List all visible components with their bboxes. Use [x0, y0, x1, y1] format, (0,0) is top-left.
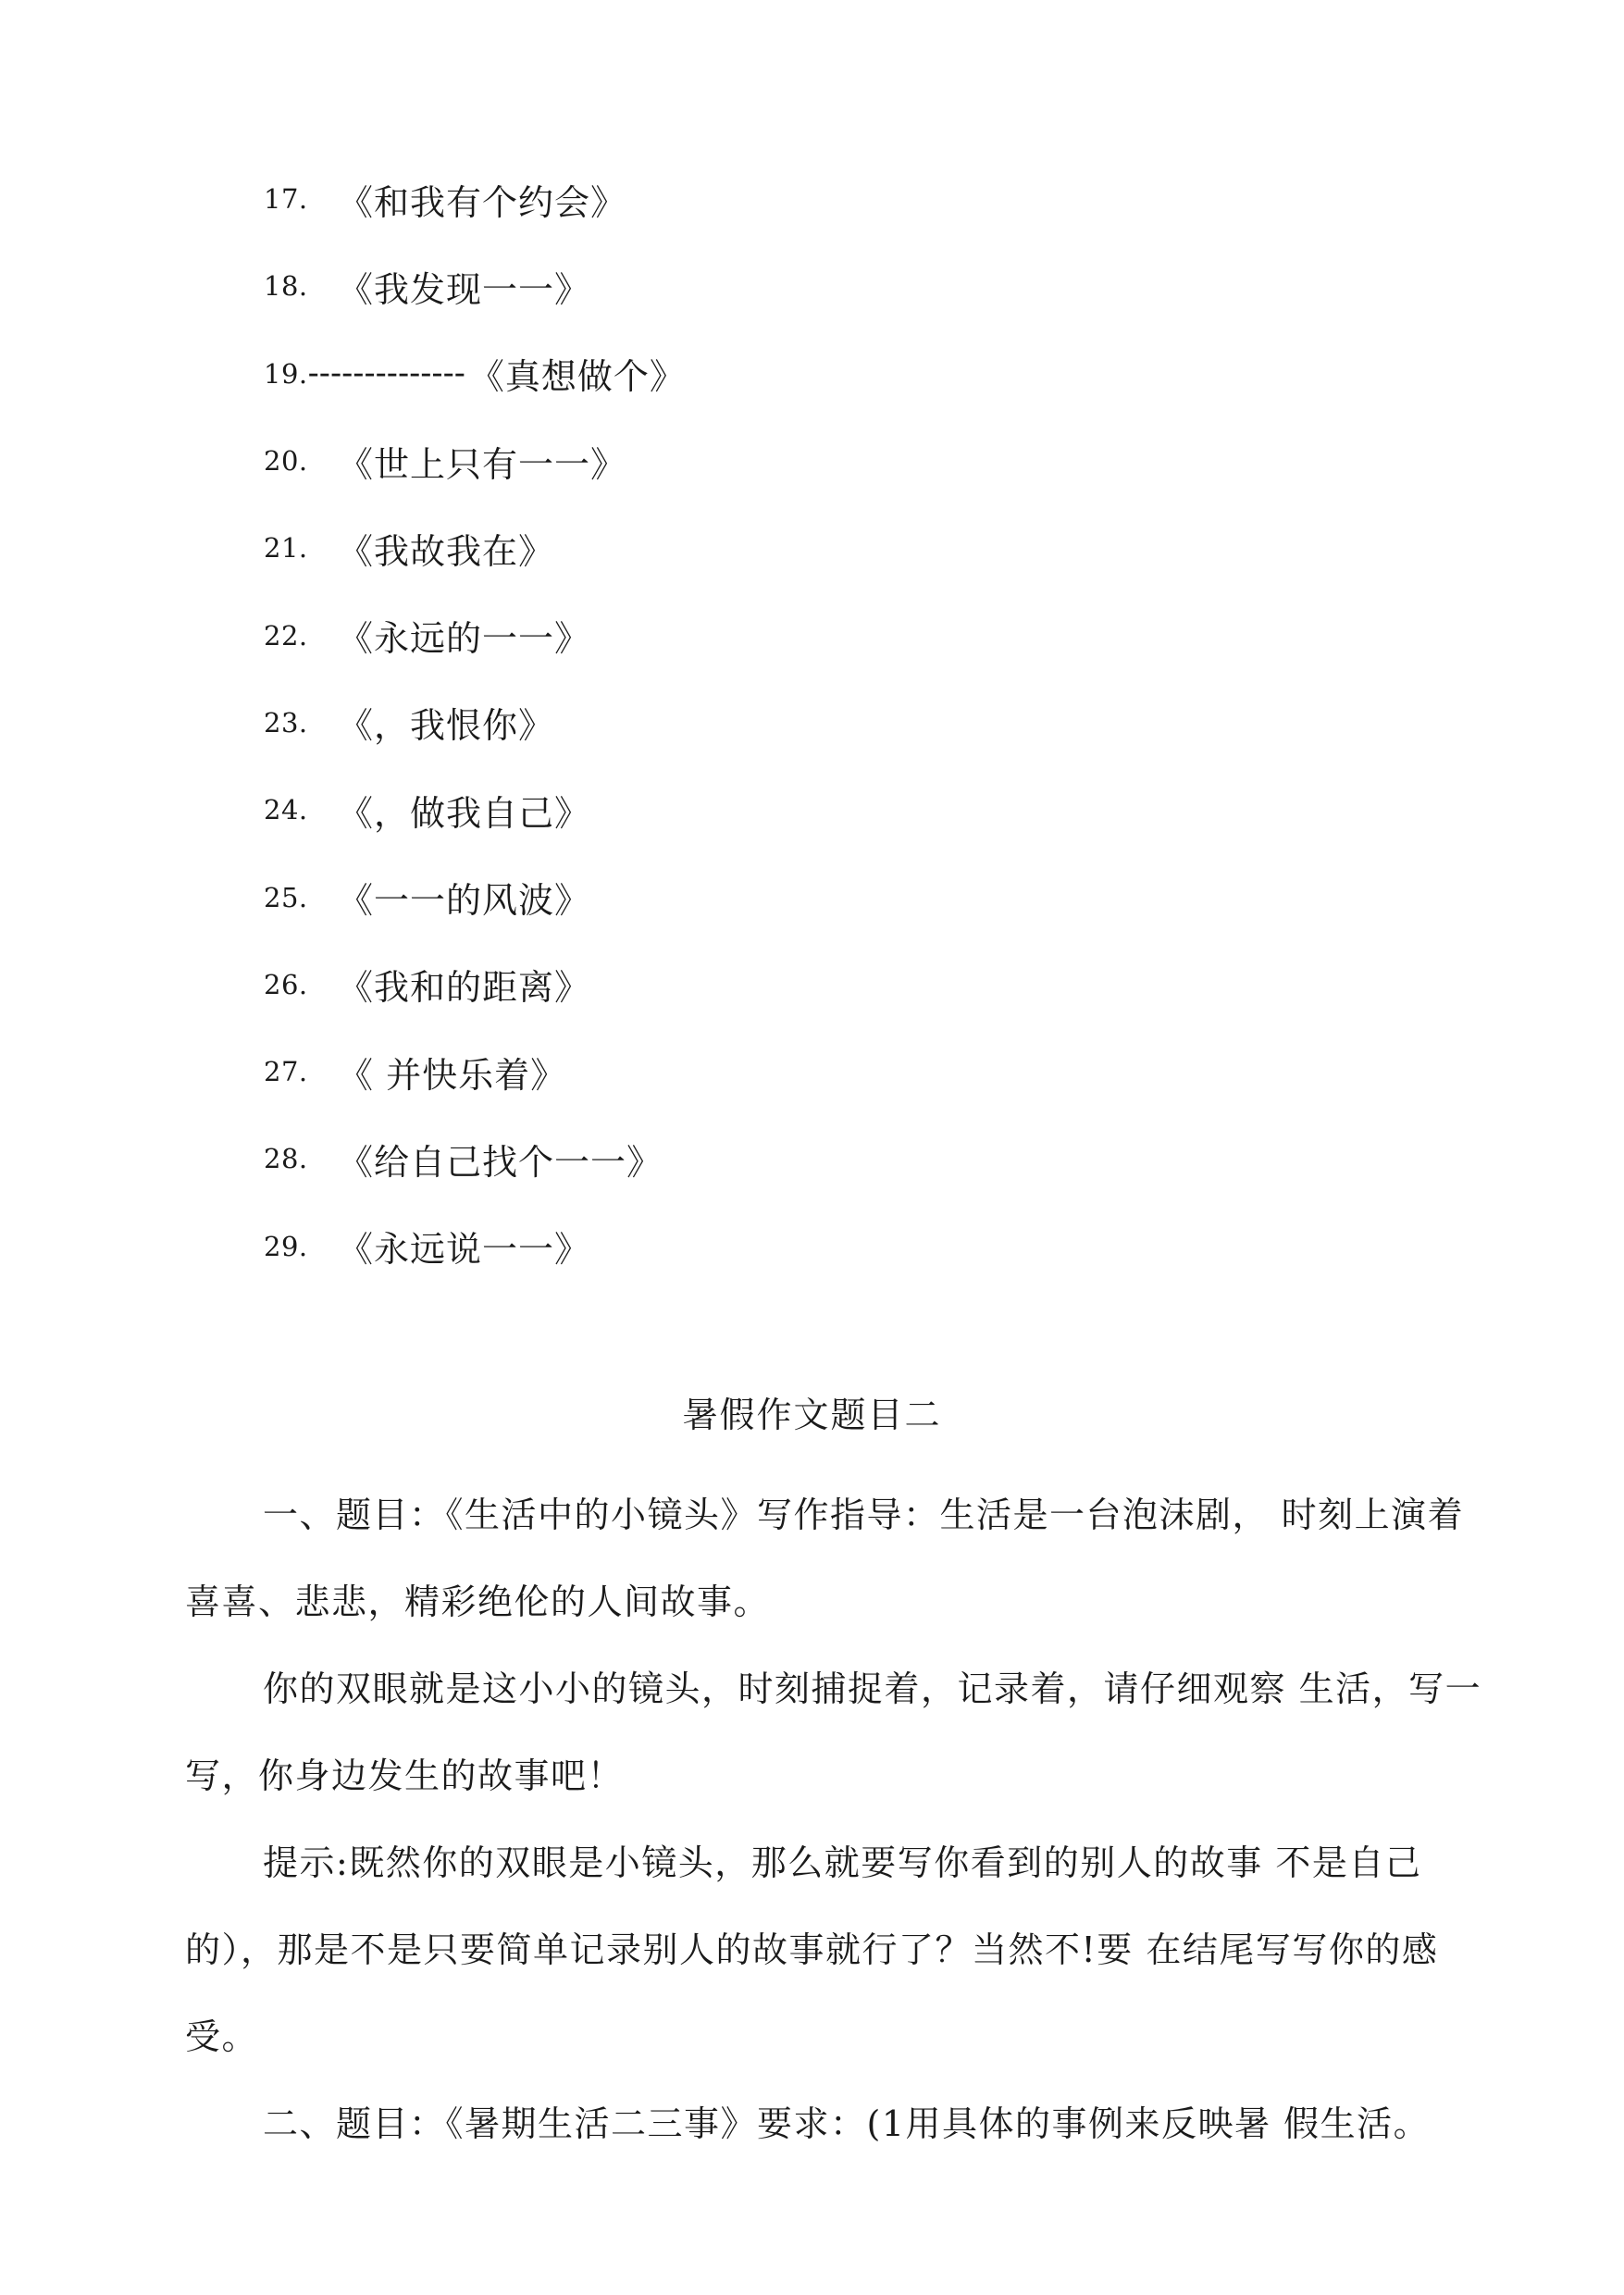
paragraph-topic-one: 一、题目：《生活中的小镜头》写作指导：生活是一台泡沫剧， 时刻上演着喜喜、悲悲，精彩绝伦的人间故事。 [185, 1495, 1465, 1622]
item-dashes: -------------- [307, 354, 465, 393]
list-item [264, 417, 686, 504]
item-title: 《给自己找个一一》 [338, 1141, 663, 1183]
item-title: 《永远的一一》 [338, 618, 591, 660]
paragraph-topic-two: 二、题目：《暑期生活二三事》要求：(1用具体的事例来反映暑 假生活。 [263, 2103, 1431, 2144]
list-item [264, 155, 686, 242]
item-number: 25. [264, 881, 308, 913]
item-number: 21. [264, 532, 308, 564]
item-title: 《和我有个约会》 [338, 181, 627, 223]
list-item [264, 766, 686, 853]
section-body [185, 1471, 1499, 2167]
list-item [264, 504, 686, 591]
list-item [264, 1115, 686, 1202]
list-item [264, 242, 686, 329]
list-item [264, 941, 686, 1028]
item-number: 20. [264, 445, 308, 478]
item-number: 28. [264, 1143, 308, 1175]
item-title: 《真想做个》 [468, 356, 686, 398]
list-item [264, 1028, 686, 1115]
list-item [264, 591, 686, 678]
list-item [264, 853, 686, 940]
item-title: 《，我恨你》 [338, 705, 555, 747]
item-title: 《一一的风波》 [338, 880, 591, 922]
list-item [264, 1203, 686, 1290]
item-title: 《，做我自己》 [338, 792, 591, 834]
list-item [264, 330, 686, 417]
item-number: 27. [264, 1056, 308, 1088]
section-heading: 暑假作文题目二 [682, 1395, 942, 1435]
item-title: 《世上只有一一》 [338, 443, 627, 485]
item-number: 26. [264, 968, 308, 1000]
item-number: 19. [264, 357, 308, 390]
item-title: 《永远说一一》 [338, 1229, 591, 1271]
item-number: 18. [264, 270, 308, 303]
paragraph-hint: 提示:既然你的双眼是小镜头，那么就要写你看到的别人的故事 不是自己的），那是不是只要简单记录别人的故事就行了？当然不!要 在结尾写写你的感受。 [185, 1842, 1439, 2057]
paragraph-instruction: 你的双眼就是这小小的镜头，时刻捕捉着，记录着，请仔细观察 生活，写一写，你身边发生的故事吧！ [185, 1669, 1482, 1796]
item-number: 22. [264, 619, 308, 651]
item-title: 《我故我在》 [338, 530, 555, 572]
item-number: 24. [264, 794, 308, 826]
item-title: 《我发现一一》 [338, 268, 591, 310]
essay-topic-list [264, 155, 686, 1290]
list-item [264, 679, 686, 766]
item-title: 《 并快乐着》 [338, 1054, 567, 1096]
item-number: 23. [264, 706, 308, 738]
item-title: 《我和的距离》 [338, 967, 591, 1009]
item-number: 17. [264, 183, 308, 216]
item-number: 29. [264, 1230, 308, 1262]
